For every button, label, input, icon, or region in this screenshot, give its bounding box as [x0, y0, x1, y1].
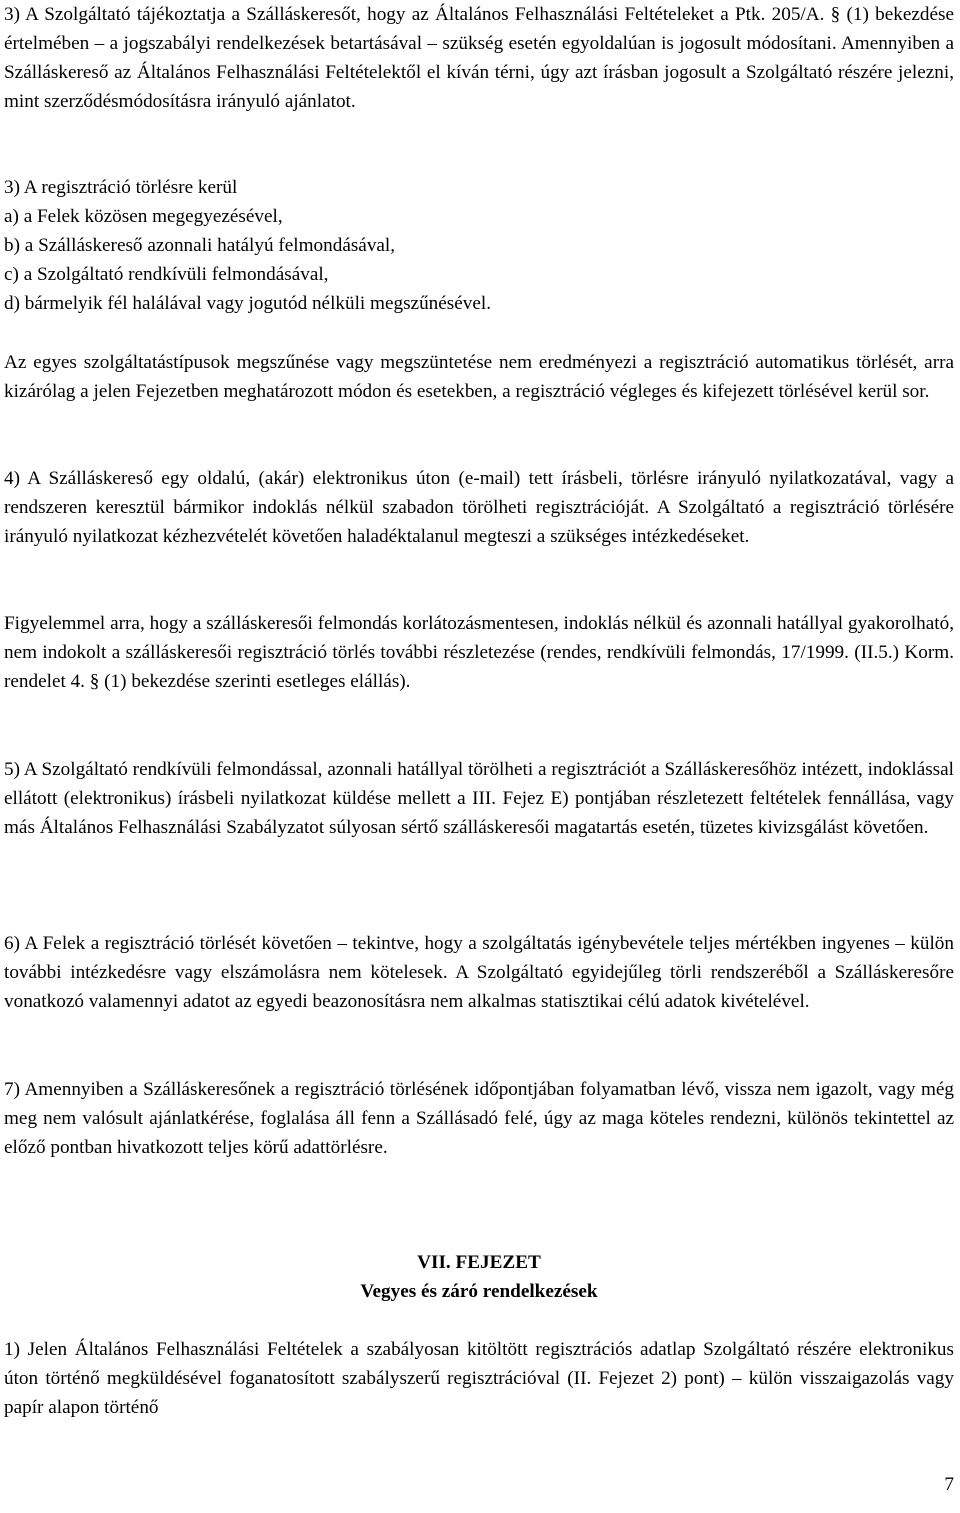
paragraph-3-note: Az egyes szolgáltatástípusok megszűnése vagy megszüntetése nem eredményezi a regisztráció automatikus törlését, arra kizárólag a jelen Fejezetben meghatározott módon és esetekben, a regisztráció végleges és kifejezett törlésével kerül sor. [4, 352, 954, 402]
paragraph-5: 5) A Szolgáltató rendkívüli felmondással, azonnali hatállyal törölheti a regisztrációt a Szálláskeresőhöz intézett, indoklással ellátott (elektronikus) írásbeli nyilatkozat küldése mellett a III. Fejez E) pontjában részletezett feltételek fennállása, vagy más Általános Felhasználási Szabályzatot súlyosan sértő szálláskeresői magatartás esetén, tüzetes kivizsgálást követően. [4, 759, 954, 838]
paragraph-vii-1: 1) Jelen Általános Felhasználási Feltételek a szabályosan kitöltött regisztrációs adatlap Szolgáltató részére elektronikus úton történő megküldésével foganatosított szabályszerű regisztrációval (II. Fejezet 2) pont) – külön visszaigazolás vagy papír alapon történő [4, 1339, 954, 1418]
paragraph-7: 7) Amennyiben a Szálláskeresőnek a regisztráció törlésének időpontjában folyamatban lévő, vissza nem igazolt, vagy még meg nem valósult ajánlatkérése, foglalása áll fenn a Szállásadó felé, úgy az maga köteles rendezni, különös tekintettel az előző pontban hivatkozott teljes körű adattörlésre. [4, 1079, 954, 1158]
chapter-subtitle: Vegyes és záró rendelkezések [360, 1281, 598, 1302]
paragraph-2-3: 3) A Szolgáltató tájékoztatja a Szálláskeresőt, hogy az Általános Felhasználási Feltételeket a Ptk. 205/A. § (1) bekezdése értelmében – a jogszabályi rendelkezések betartásával – szükség esetén egyoldalúan is jogosult módosítani. Amennyiben a Szálláskereső az Általános Felhasználási Feltételektől el kíván térni, úgy azt írásban jogosult a Szolgáltató részére jelezni, mint szerződésmódosításra irányuló ajánlatot. [4, 4, 954, 112]
termination-item-c: c) a Szolgáltató rendkívüli felmondásával, [4, 264, 329, 285]
termination-intro: 3) A regisztráció törlésre kerül [4, 177, 238, 198]
termination-item-d: d) bármelyik fél halálával vagy jogutód nélküli megszűnésével. [4, 293, 491, 314]
page-number: 7 [944, 1474, 954, 1495]
chapter-title: VII. FEJEZET [417, 1252, 541, 1273]
paragraph-6: 6) A Felek a regisztráció törlését követően – tekintve, hogy a szolgáltatás igénybevétele teljes mértékben ingyenes – külön további intézkedésre vagy elszámolásra nem kötelesek. A Szolgáltató egyidejűleg törli rendszeréből a Szálláskeresőre vonatkozó valamennyi adatot az egyedi beazonosításra nem alkalmas statisztikai célú adatok kivételével. [4, 933, 954, 1012]
termination-item-a: a) a Felek közösen megegyezésével, [4, 206, 283, 227]
termination-item-b: b) a Szálláskereső azonnali hatályú felmondásával, [4, 235, 396, 256]
paragraph-4-note: Figyelemmel arra, hogy a szálláskeresői felmondás korlátozásmentesen, indoklás nélkül és azonnali hatállyal gyakorolható, nem indokolt a szálláskeresői regisztráció törlés további részletezése (rendes, rendkívüli felmondás, 17/1999. (II.5.) Korm. rendelet 4. § (1) bekezdése szerinti esetleges elállás). [4, 613, 954, 692]
termination-list [4, 173, 491, 318]
paragraph-4: 4) A Szálláskereső egy oldalú, (akár) elektronikus úton (e-mail) tett írásbeli, törlésre irányuló nyilatkozatával, vagy a rendszeren keresztül bármikor indoklás nélkül szabadon törölheti regisztrációját. A Szolgáltató a regisztráció törlésére irányuló nyilatkozat kézhezvételét követően haladéktalanul megteszi a szükséges intézkedéseket. [4, 468, 954, 547]
